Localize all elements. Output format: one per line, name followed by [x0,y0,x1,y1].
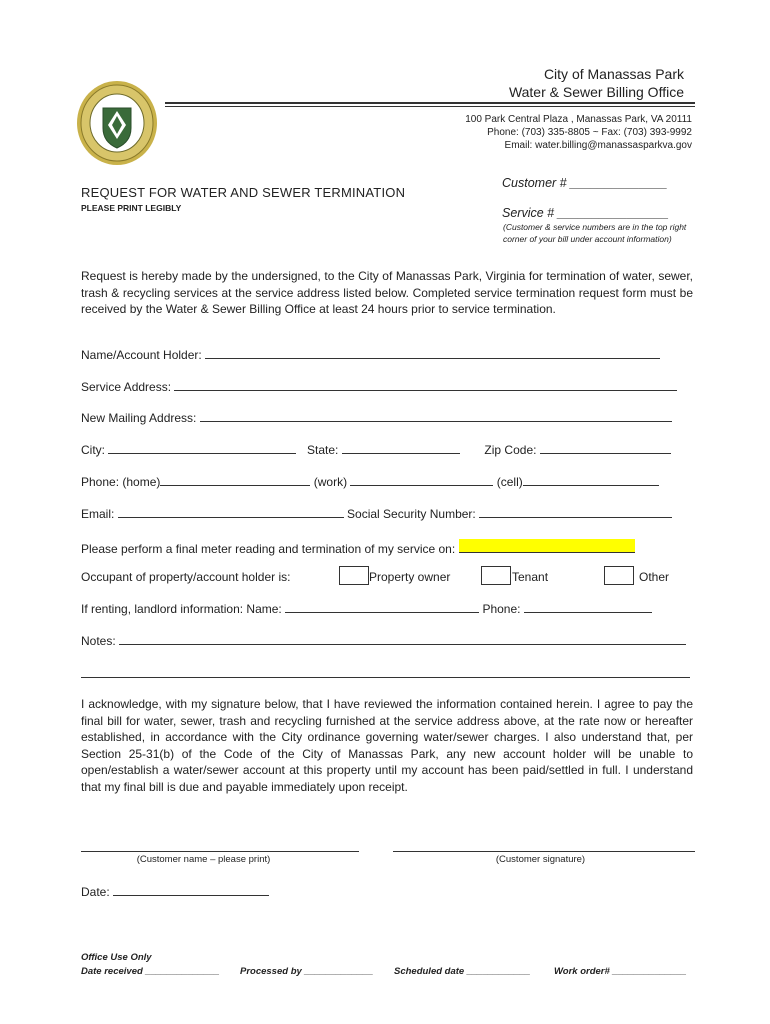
name-row [81,348,660,362]
city-input[interactable] [108,443,296,454]
customer-name-line[interactable] [81,851,359,852]
final-reading-row [81,539,635,556]
office-use-heading: Office Use Only [81,952,152,963]
form-title: REQUEST FOR WATER AND SEWER TERMINATION [81,185,406,200]
service-number-note: (Customer & service numbers are in the top right corner of your bill under account information) [503,222,687,244]
mailing-address-input[interactable] [200,411,672,422]
service-number-field[interactable]: Service # ________________ [502,206,669,220]
service-address-input[interactable] [174,380,677,391]
header-rule-thin [165,106,695,107]
notes-row [81,634,686,648]
phone-work-input[interactable] [350,475,493,486]
tenant-checkbox[interactable] [481,566,511,585]
email-input[interactable] [118,507,344,518]
city-label: City: [81,443,105,457]
phone-home-input[interactable] [160,475,310,486]
office-email: Email: water.billing@manassasparkva.gov [504,140,692,151]
customer-signature-line[interactable] [393,851,695,852]
processed-by-field: Processed by _____________ [240,966,374,977]
phone-home-label: Phone: (home) [81,475,161,489]
customer-number-field[interactable]: Customer # ______________ [502,176,668,190]
state-label: State: [307,443,339,457]
landlord-phone-input[interactable] [524,602,652,613]
ssn-input[interactable] [479,507,672,518]
city-seal-logo [76,80,158,166]
intro-paragraph: Request is hereby made by the undersigned, to the City of Manassas Park, Virginia for termination of water, sewer, trash & recycling services at the service address listed below. Completed service termination request form must be received by the Water & Sewer Billing Office at least 24 hours prior to service termination. [81,269,693,316]
other-checkbox[interactable] [604,566,634,585]
occupant-label: Occupant of property/account holder is: [81,570,291,584]
acknowledgement-paragraph: I acknowledge, with my signature below, that I have reviewed the information contained herein. I agree to pay the final bill for water, sewer, trash and recycling furnished at the service address above, at the rate now or hereafter established, in accordance with the City ordinance governing water/sewer charges. I also understand that, per Section 25-31(b) of the Code of the City of Manassas Park, any new account holder will be unable to open/establish a water/sewer account at this property until my account has been paid/settled in full. I understand that my final bill is due and payable immediately upon receipt. [81,697,693,794]
name-label: Name/Account Holder: [81,348,202,362]
office-address: 100 Park Central Plaza , Manassas Park, VA 20111 [465,114,692,125]
phone-work-label: (work) [313,475,348,489]
landlord-name-input[interactable] [285,602,479,613]
zip-input[interactable] [540,443,671,454]
notes-input-line-2[interactable] [81,677,690,678]
office-name: Water & Sewer Billing Office [508,84,684,100]
header-rule [165,102,695,104]
city-name: City of Manassas Park [543,66,684,82]
mailing-address-row [81,411,672,425]
customer-signature-caption: (Customer signature) [495,854,586,865]
mailing-address-label: New Mailing Address: [81,411,197,425]
customer-name-caption: (Customer name – please print) [136,854,271,865]
notes-input-line-1[interactable] [119,634,686,645]
phone-row [81,475,659,489]
date-input[interactable] [113,885,269,896]
notes-label: Notes: [81,634,116,648]
landlord-phone-label: Phone: [482,602,521,616]
landlord-name-label: If renting, landlord information: Name: [81,602,282,616]
scheduled-date-field: Scheduled date ____________ [394,966,531,977]
landlord-row [81,602,652,616]
email-ssn-row [81,507,672,521]
date-label: Date: [81,885,110,899]
form-subtitle: PLEASE PRINT LEGIBLY [81,203,182,213]
work-order-field: Work order# ______________ [554,966,687,977]
service-address-label: Service Address: [81,380,172,394]
email-label: Email: [81,507,115,521]
name-input[interactable] [205,348,660,359]
phone-cell-label: (cell) [496,475,523,489]
zip-label: Zip Code: [484,443,537,457]
final-reading-date-input[interactable] [459,539,635,553]
phone-cell-input[interactable] [523,475,659,486]
property-owner-label: Property owner [369,570,451,584]
service-address-row [81,380,677,394]
property-owner-checkbox[interactable] [339,566,369,585]
office-phone-fax: Phone: (703) 335-8805 ~ Fax: (703) 393-9992 [487,127,692,138]
state-input[interactable] [342,443,460,454]
date-received-field: Date received ______________ [81,966,220,977]
date-row [81,885,269,899]
tenant-label: Tenant [512,570,549,584]
final-reading-label: Please perform a final meter reading and termination of my service on: [81,542,456,556]
ssn-label: Social Security Number: [347,507,476,521]
other-label: Other [639,570,670,584]
city-state-zip-row [81,443,671,457]
